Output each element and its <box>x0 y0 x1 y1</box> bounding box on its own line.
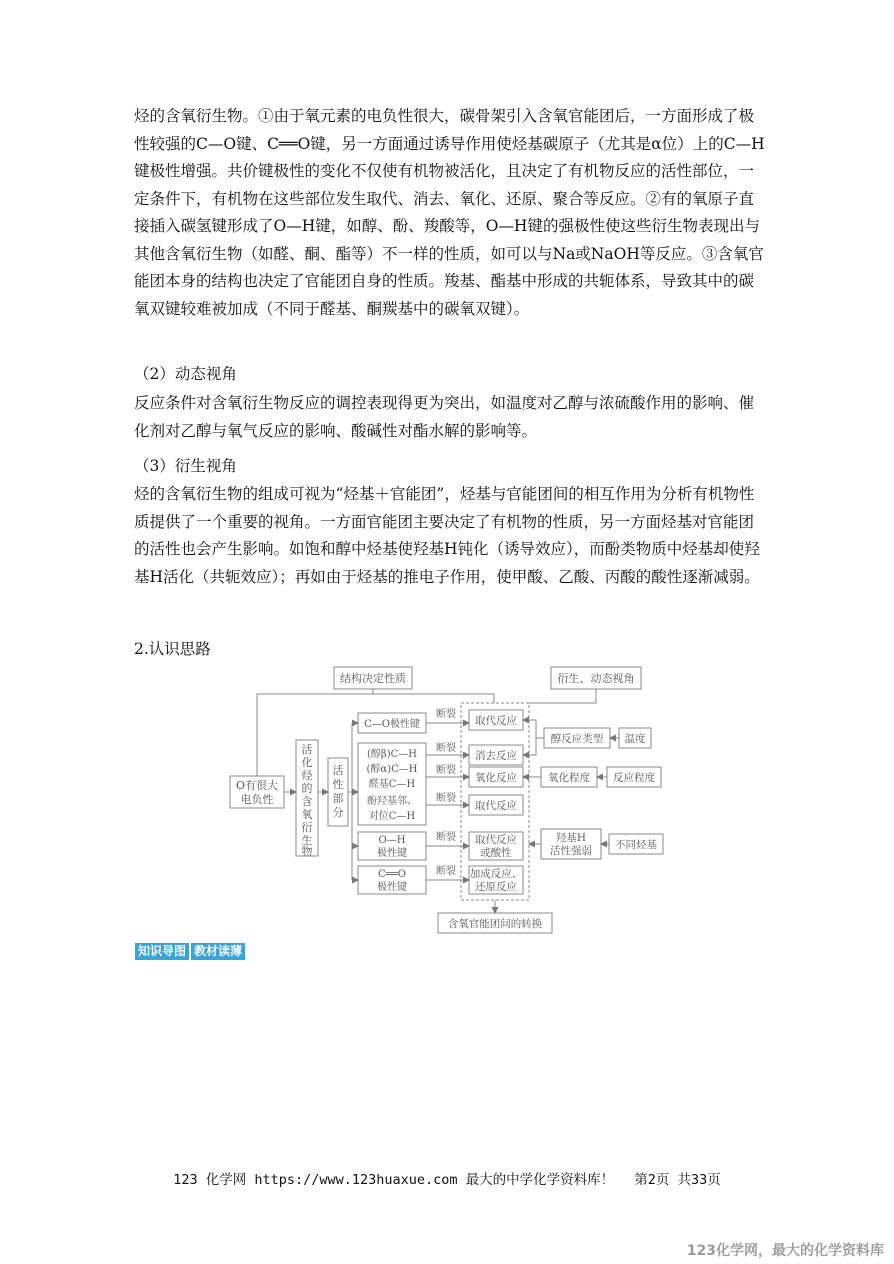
label-site-0: 活 <box>332 764 344 777</box>
label-site-1: 性 <box>332 778 344 791</box>
paragraph-2: 反应条件对含氧衍生物反应的调控表现得更为突出，如温度对乙醇与浓硫酸作用的影响、催化剂对乙醇与氧气反应的影响、酸碱性对酯水解的影响等。 <box>134 394 755 440</box>
label-top-right: 衍生、动态视角 <box>557 672 635 685</box>
label-break-5: 断裂 <box>436 832 456 843</box>
label-site-3: 分 <box>332 806 344 819</box>
label-bond2-1: (醇α)C—H <box>366 764 418 775</box>
label-o-1: O有很大 <box>235 779 279 792</box>
label-top-left: 结构决定性质 <box>340 672 406 685</box>
footer-site: 123 化学网 https://www.123huaxue.com 最大的中学化学资料库！ <box>173 1172 615 1188</box>
footer-page: 第2页 共33页 <box>634 1172 721 1188</box>
label-hydroxyl-1: 活性强弱 <box>550 845 592 857</box>
thinking-diagram <box>225 662 665 938</box>
label-activate-6: 衍 <box>301 821 313 834</box>
section-badges <box>135 943 245 960</box>
label-site-2: 部 <box>332 792 344 805</box>
label-bottom: 含氧官能团间的转换 <box>447 918 543 930</box>
heading-dynamic: （2）动态视角 <box>134 365 237 383</box>
label-break-2: 断裂 <box>436 743 456 754</box>
label-r2: 消去反应 <box>475 750 517 762</box>
label-break-6: 断裂 <box>436 866 456 877</box>
label-bond3-0: O—H <box>378 835 406 846</box>
label-activate-3: 的 <box>301 782 313 795</box>
label-r5-1: 或酸性 <box>480 847 512 859</box>
label-r4: 取代反应 <box>475 800 517 812</box>
label-temp: 温度 <box>624 733 646 745</box>
label-diff-hc: 不同烃基 <box>615 839 657 851</box>
label-break-4: 断裂 <box>436 793 456 804</box>
label-alc-type: 醇反应类型 <box>550 733 604 745</box>
label-r1: 取代反应 <box>475 715 517 727</box>
label-activate-0: 活 <box>301 743 313 756</box>
watermark: 123化学网，最大的化学资料库 <box>686 1243 884 1259</box>
label-break-1: 断裂 <box>436 709 456 720</box>
page-footer <box>0 1168 894 1188</box>
heading-derivative: （3）衍生视角 <box>134 457 237 475</box>
label-activate-5: 氧 <box>301 808 313 821</box>
label-r5-0: 取代反应 <box>475 834 517 846</box>
paragraph-1: 烃的含氧衍生物。①由于氧元素的电负性很大，碳骨架引入含氧官能团后，一方面形成了极性较强的C—O键、C══O键，另一方面通过诱导作用使烃基碳原子（尤其是α位）上的C—H键极性增强。共价键极性的变化不仅使有机物被活化，且决定了有机物反应的活性部位，一定条件下，有机物在这些部位发生取代、消去、氧化、还原、聚合等反应。②有的氧原子直接插入碳氢键形成了O—H键，如醇、酚、羧酸等，O—H键的强极性使这些衍生物表现出与其他含氧衍生物（如醛、酮、酯等）不一样的性质，如可以与Na或NaOH等反应。③含氧官能团本身的结构也决定了官能团自身的性质。羧基、酯基中形成的共轭体系，导致其中的碳氧双键较难被加成（不同于醛基、酮羰基中的碳氧双键）。 <box>134 107 765 318</box>
label-activate-7: 生 <box>301 834 313 847</box>
label-bond3-1: 极性键 <box>377 848 407 859</box>
label-bond2-0: (醇β)C—H <box>367 749 417 760</box>
label-ox-degree: 氧化程度 <box>548 772 590 784</box>
label-bond4-0: C══O <box>378 869 406 880</box>
badge-knowledge-map: 知识导图 <box>135 943 189 960</box>
badge-textbook: 教材读薄 <box>191 943 245 960</box>
label-bond2-2: 醛基C—H <box>368 779 416 790</box>
label-bond2-3: 酚羟基邻、 <box>367 796 417 807</box>
label-bond1: C—O极性键 <box>364 719 420 730</box>
label-activate-4: 含 <box>301 795 313 808</box>
paragraph-3: 烃的含氧衍生物的组成可视为“烃基＋官能团”，烃基与官能团间的相互作用为分析有机物性质提供了一个重要的视角。一方面官能团主要决定了有机物的性质，另一方面烃基对官能团的活性也会产生影响。如饱和醇中烃基使羟基H钝化（诱导效应），而酚类物质中烃基却使羟基H活化（共轭效应）；再如由于烃基的推电子作用，使甲酸、乙酸、丙酸的酸性逐渐减弱。 <box>134 485 760 586</box>
label-activate-8: 物 <box>301 845 313 858</box>
label-activate-2: 烃 <box>301 769 313 782</box>
label-hydroxyl-0: 羟基H <box>555 832 587 844</box>
label-o-2: 电负性 <box>240 793 274 806</box>
label-bond4-1: 极性键 <box>377 882 407 893</box>
label-react-degree: 反应程度 <box>613 772 655 784</box>
label-break-3: 断裂 <box>436 765 456 776</box>
label-activate-1: 化 <box>301 756 313 769</box>
label-r6-0: 加成反应、 <box>469 868 523 880</box>
label-r3: 氧化反应 <box>475 772 517 784</box>
heading-thinking: 2.认识思路 <box>134 640 211 658</box>
label-r6-1: 还原反应 <box>475 881 517 893</box>
label-bond2-4: 对位C—H <box>368 811 416 822</box>
